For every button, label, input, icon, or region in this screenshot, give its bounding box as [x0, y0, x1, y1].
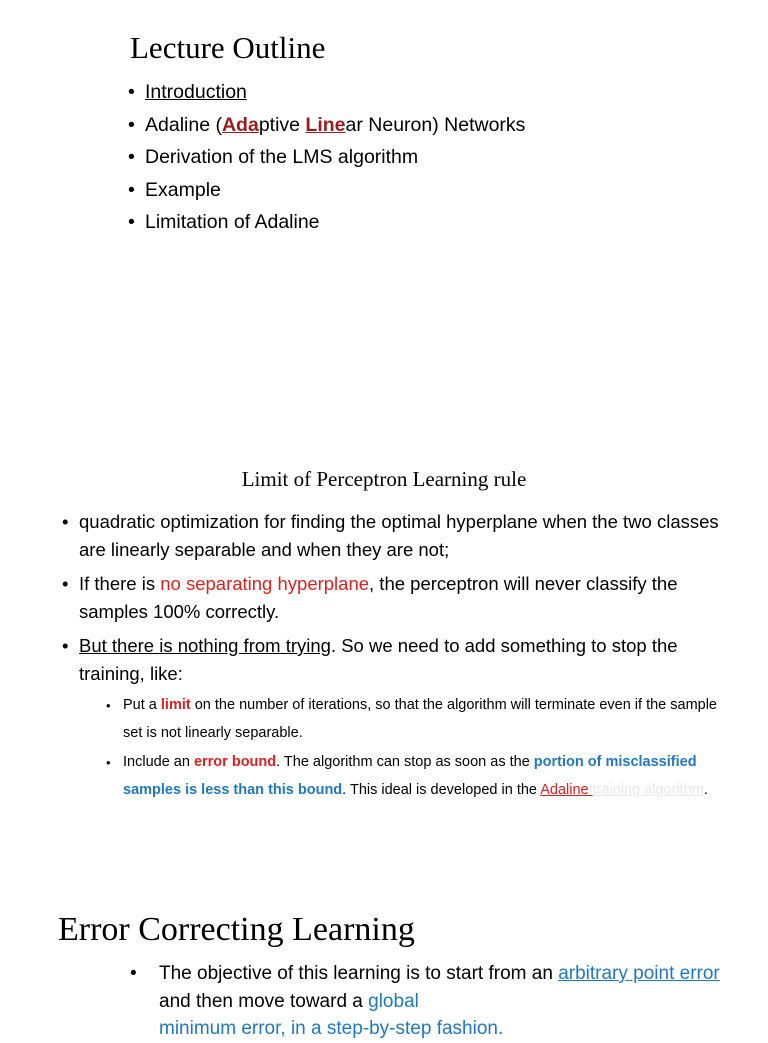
- text-part: Put a: [123, 697, 161, 713]
- outline-item-text: Limitation of Adaline: [145, 211, 320, 233]
- outline-item-text[interactable]: Introduction: [145, 81, 247, 103]
- outline-item-text: Example: [145, 178, 221, 201]
- list-item: [62, 508, 722, 563]
- text-part: , the perceptron will never classify the samples 100% correctly.: [79, 573, 678, 622]
- outline-item: [128, 109, 525, 142]
- outline-text-part: Adaline (: [145, 113, 222, 136]
- slide2-title: Limit of Perceptron Learning rule: [241, 467, 527, 491]
- bullet-icon: •: [106, 755, 111, 770]
- adaline-link[interactable]: Adaline: [540, 781, 593, 798]
- slide1-title: Lecture Outline: [130, 30, 326, 65]
- text-part: . This ideal is developed in the: [342, 781, 541, 798]
- bullet-icon: •: [62, 635, 69, 656]
- outline-item: [128, 174, 525, 207]
- sub-list: [106, 692, 722, 804]
- outline-item: [128, 141, 525, 174]
- text-part: and then move toward a: [159, 990, 369, 1012]
- highlight-text: no separating hyperplane: [160, 573, 370, 594]
- outline-text-part: ar Neuron) Networks: [345, 113, 526, 136]
- bullet-icon: •: [130, 963, 137, 984]
- text-part: . The algorithm can stop as soon as the: [276, 754, 534, 770]
- error-learning-list: [130, 960, 730, 1043]
- bullet-icon: •: [128, 113, 135, 136]
- list-item: [62, 632, 722, 804]
- text-part: . So we need to add something to stop the training, like:: [79, 635, 678, 684]
- text-part: .: [703, 781, 708, 798]
- perceptron-limit-list: [62, 508, 722, 811]
- acronym-highlight: Line: [305, 113, 346, 136]
- sub-list-item: [106, 692, 722, 747]
- underlined-text: But there is nothing from trying: [79, 635, 331, 656]
- outline-item: [128, 206, 525, 239]
- list-item-text: quadratic optimization for finding the optimal hyperplane when the two classes are linearly separable and when they are not;: [79, 511, 719, 560]
- sub-list-item: [106, 749, 722, 804]
- list-item: [130, 960, 730, 1043]
- bullet-icon: •: [62, 511, 69, 532]
- arbitrary-point-link[interactable]: arbitrary point error: [558, 963, 720, 984]
- text-part: on the number of iterations, so that the algorithm will terminate even if the sample set is not linearly separable.: [123, 697, 718, 741]
- outline-item-text: Derivation of the LMS algorithm: [145, 146, 419, 168]
- bullet-icon: •: [128, 81, 135, 103]
- bullet-icon: •: [62, 573, 69, 594]
- bullet-icon: •: [128, 211, 135, 233]
- text-part: If there is: [79, 573, 161, 594]
- faded-link[interactable]: training algorithm: [592, 781, 704, 798]
- outline-item: [128, 76, 525, 109]
- bullet-icon: •: [128, 146, 135, 168]
- bullet-icon: •: [106, 698, 111, 713]
- text-part: The objective of this learning is to start from an: [159, 963, 559, 984]
- bullet-icon: •: [128, 178, 135, 201]
- slide3-title: Error Correcting Learning: [58, 911, 415, 948]
- highlight-text: limit: [160, 697, 191, 713]
- blue-highlight-text: portion of misclassified samples is less than this bound: [123, 754, 697, 798]
- outline-text-part: ptive: [258, 113, 306, 136]
- text-part: Include an: [123, 754, 194, 770]
- blue-text: global: [368, 990, 419, 1012]
- list-item: [62, 570, 722, 625]
- highlight-text: error bound: [193, 754, 277, 770]
- acronym-highlight: Ada: [221, 113, 259, 136]
- outline-list: [128, 76, 525, 239]
- continued-text: minimum error, in a step-by-step fashion.: [159, 1018, 504, 1039]
